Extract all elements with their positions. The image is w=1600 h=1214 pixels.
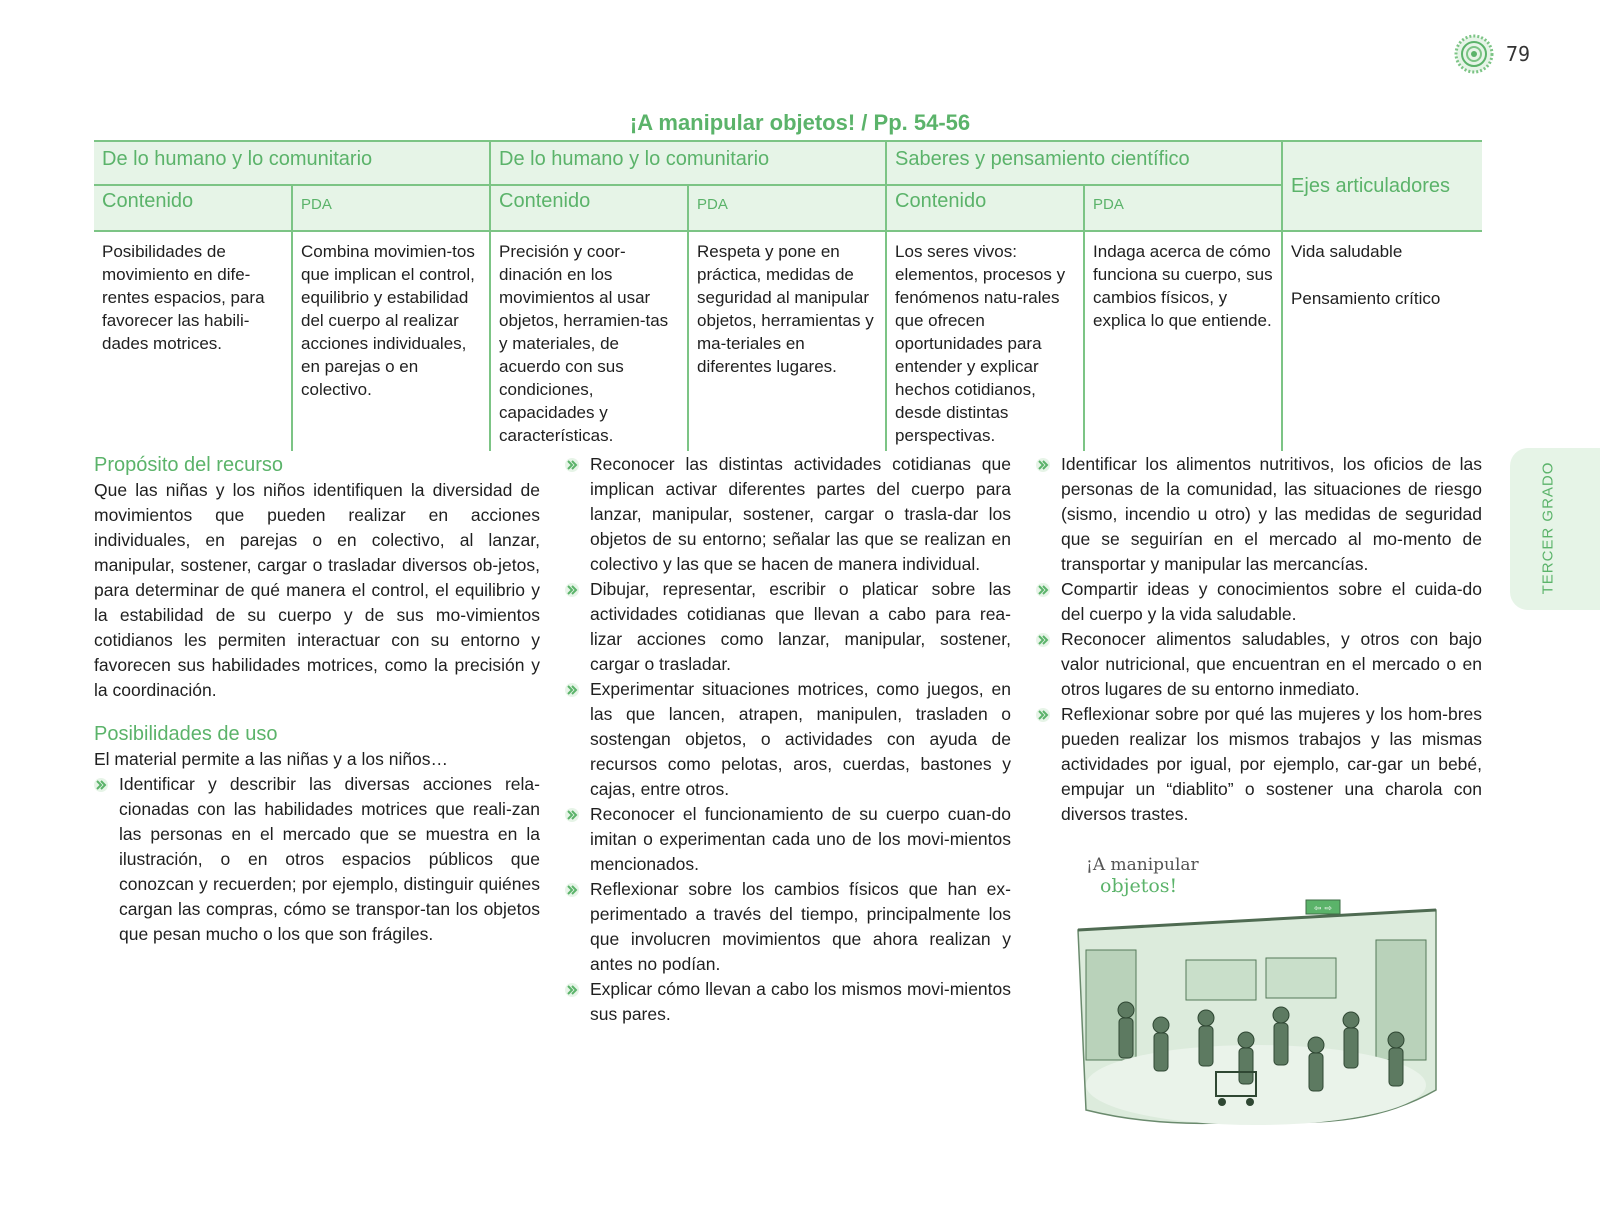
list-item-text: Reflexionar sobre los cambios físicos que han ex-perimentado a través del tiempo, principalmente los que involucren movimientos que ahora realizan y antes no podían. — [590, 879, 1011, 974]
page-number: 79 — [1506, 42, 1531, 66]
group-header-1: De lo humano y lo comunitario — [94, 141, 490, 185]
eje-item: Pensamiento crítico — [1291, 289, 1441, 308]
list-item-text: Reconocer las distintas actividades cotidianas que implican activar diferentes partes del cuerpo para lanzar, manipular, sostener, cargar o trasla-dar los objetos de su entorno; señalar las que se realizan en colectivo y las que se hacen de manera individual. — [590, 454, 1011, 574]
contenido-header: Contenido — [490, 185, 688, 231]
list-item — [94, 772, 540, 947]
list-item-text: Reconocer alimentos saludables, y otros con bajo valor nutricional, que encuentran en el mercado o en otros lugares de su entorno inmediato. — [1061, 629, 1482, 699]
uso-list — [1036, 452, 1482, 827]
contenido-header: Contenido — [94, 185, 292, 231]
list-item-text: Identificar los alimentos nutritivos, los oficios de las personas de la comunidad, las situaciones de riesgo (sismo, incendio u otro) y las medidas de seguridad que se seguirían en el mercado al mo-mento de transportar y manipular las mercancías. — [1061, 454, 1482, 574]
list-item-text: Dibujar, representar, escribir o platicar sobre las actividades cotidianas que llevan a cabo para rea-lizar acciones como lanzar, manipular, sostener, cargar o trasladar. — [590, 579, 1011, 674]
list-item-text: Reconocer el funcionamiento de su cuerpo cuan-do imitan o experimentan cada uno de los movi-mientos mencionados. — [590, 804, 1011, 874]
proposito-title: Propósito del recurso — [94, 454, 283, 476]
list-item — [1036, 577, 1482, 627]
list-item-text: Explicar cómo llevan a cabo los mismos movi-mientos sus pares. — [590, 979, 1011, 1024]
list-item — [565, 452, 1011, 577]
double-chevron-icon — [1036, 458, 1050, 472]
group-header-3: Saberes y pensamiento científico — [886, 141, 1282, 185]
table-cell: Respeta y pone en práctica, medidas de seguridad al manipular objetos, herramientas y ma-teriales en diferentes lugares. — [688, 231, 886, 451]
double-chevron-icon — [565, 808, 579, 822]
pda-header: PDA — [688, 185, 886, 231]
list-item — [1036, 627, 1482, 702]
contenido-header: Contenido — [886, 185, 1084, 231]
curriculum-table — [94, 140, 1482, 451]
eje-item: Vida saludable — [1291, 242, 1403, 261]
double-chevron-icon — [565, 883, 579, 897]
list-item — [1036, 702, 1482, 827]
spiral-logo-icon — [1454, 34, 1494, 74]
list-item-text: Experimentar situaciones motrices, como juegos, en las que lancen, atrapen, manipulen, trasladen o sostengan objetos, o actividades con ayuda de recursos como pelotas, aros, cuerdas, bastones y cajas, entre otros. — [590, 679, 1011, 799]
double-chevron-icon — [565, 683, 579, 697]
pda-header: PDA — [1084, 185, 1282, 231]
column-left — [94, 452, 540, 947]
list-item — [565, 577, 1011, 677]
table-cell: Precisión y coor-dinación en los movimientos al usar objetos, herramien-tas y materiales, de acuerdo con sus condiciones, capacidades y características. — [490, 231, 688, 451]
table-cell: Los seres vivos: elementos, procesos y fenómenos natu-rales que ofrecen oportunidades para entender y explicar hechos cotidianos, desde distintas perspectivas. — [886, 231, 1084, 451]
list-item — [1036, 452, 1482, 577]
column-right — [1036, 452, 1482, 827]
double-chevron-icon — [565, 583, 579, 597]
column-middle — [565, 452, 1011, 1027]
list-item — [565, 802, 1011, 877]
list-item — [565, 977, 1011, 1027]
double-chevron-icon — [94, 778, 108, 792]
list-item-text: Compartir ideas y conocimientos sobre el cuida-do del cuerpo y la vida saludable. — [1061, 579, 1482, 624]
page-title: ¡A manipular objetos! / Pp. 54-56 — [629, 110, 971, 135]
illustration-title-line2: objetos! — [1100, 875, 1178, 897]
market-illustration — [1066, 840, 1452, 1140]
table-cell: Indaga acerca de cómo funciona su cuerpo, sus cambios físicos, y explica lo que entiende. — [1084, 231, 1282, 451]
exit-sign: ⇦ ⇨ — [1314, 904, 1332, 914]
uso-list — [94, 772, 540, 947]
table-cell: Combina movimien-tos que implican el control, equilibrio y estabilidad del cuerpo al realizar acciones individuales, en parejas o en colectivo. — [292, 231, 490, 451]
grade-tab-label: TERCER GRADO — [1539, 461, 1557, 595]
table-cell: Posibilidades de movimiento en dife-rentes espacios, para favorecer las habili-dades motrices. — [102, 242, 265, 353]
double-chevron-icon — [1036, 583, 1050, 597]
group-header-2: De lo humano y lo comunitario — [490, 141, 886, 185]
double-chevron-icon — [1036, 633, 1050, 647]
pda-header: PDA — [292, 185, 490, 231]
illustration-title-line1: ¡A manipular — [1086, 855, 1199, 875]
list-item-text: Reflexionar sobre por qué las mujeres y los hom-bres pueden realizar los mismos trabajos y las mismas actividades por igual, por ejemplo, car-gar un bebé, empujar un “diablito” o sostener una charola con diversos trastes. — [1061, 704, 1482, 824]
double-chevron-icon — [565, 458, 579, 472]
list-item — [565, 677, 1011, 802]
page-header — [1454, 34, 1530, 74]
ejes-header: Ejes articuladores — [1282, 141, 1482, 231]
uso-intro: El material permite a las niñas y a los niños… — [94, 749, 449, 769]
ejes-cell — [1282, 231, 1482, 451]
list-item — [565, 877, 1011, 977]
uso-title: Posibilidades de uso — [94, 723, 278, 745]
uso-list — [565, 452, 1011, 1027]
list-item-text: Identificar y describir las diversas acciones rela-cionadas con las habilidades motrices que reali-zan las personas en el mercado que se muestra en la ilustración, o en otros espacios públicos que conozcan y recuerden; por ejemplo, distinguir quiénes cargan las compras, cómo se transpor-tan los objetos que pesan mucho o los que son frágiles. — [119, 774, 540, 944]
double-chevron-icon — [1036, 708, 1050, 722]
double-chevron-icon — [565, 983, 579, 997]
proposito-text: Que las niñas y los niños identifiquen la diversidad de movimientos que pueden realizar en acciones individuales, en parejas o en colectivo, al lanzar, manipular, sostener, cargar o trasladar diversos ob-jetos, para determinar de qué manera el control, el equilibrio y la estabilidad de su cuerpo y de sus mo-vimientos cotidianos les permiten interactuar con su entorno y favorecen sus habilidades motrices, como la precisión y la coordinación. — [94, 480, 540, 700]
